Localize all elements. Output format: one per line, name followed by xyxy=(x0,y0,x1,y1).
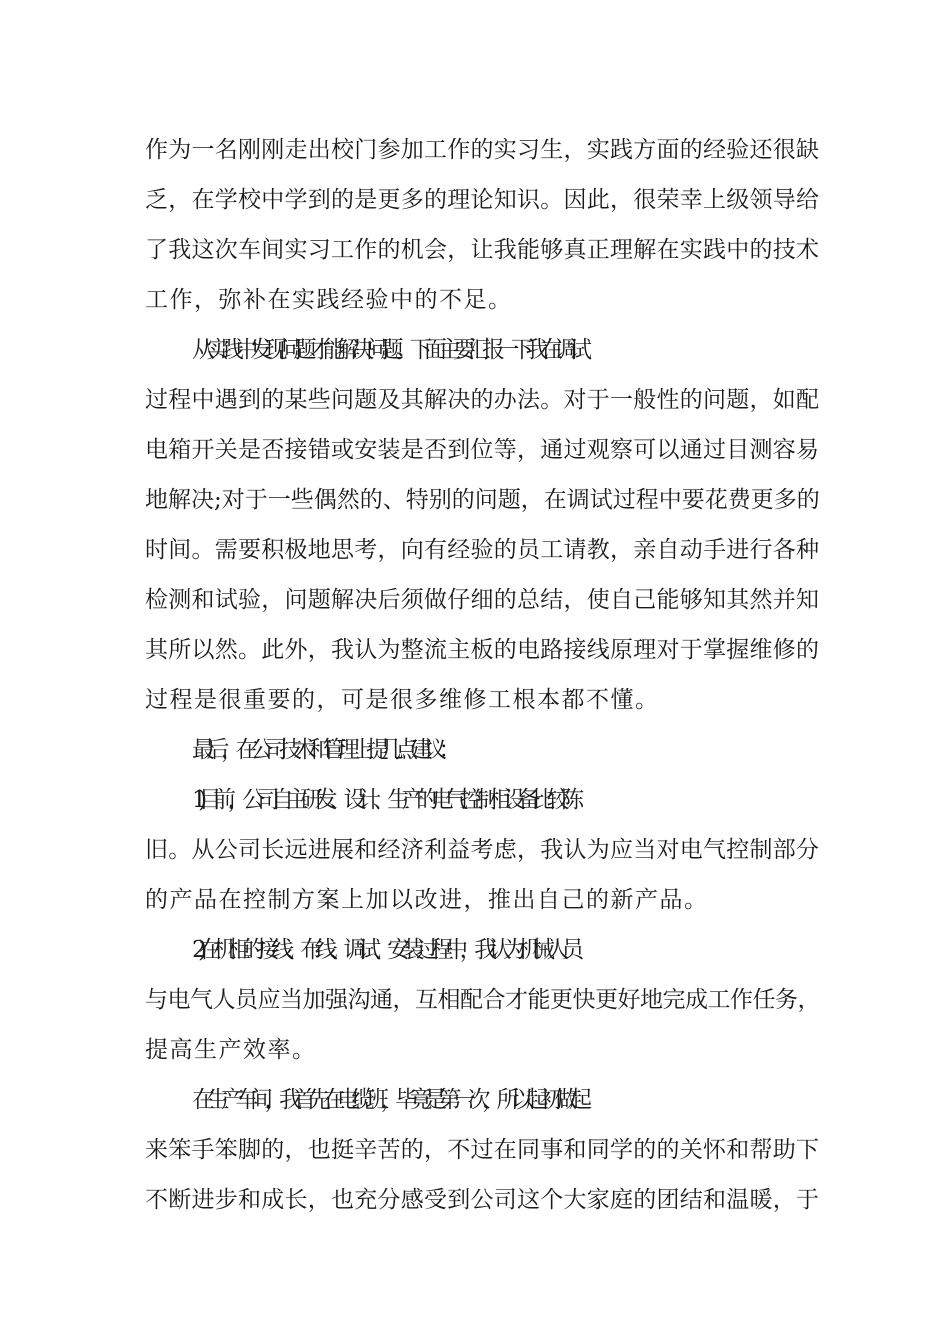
text-line-2: 乏，在学校中学到的是更多的理论知识。因此，很荣幸上级领导给 xyxy=(145,187,820,213)
text-line-21: 来笨手笨脚的，也挺辛苦的，不过在同事和同学的的关怀和帮助下 xyxy=(145,1137,820,1163)
text-line-3: 了我这次车间实习工作的机会，让我能够真正理解在实践中的技术 xyxy=(145,237,820,263)
text-line-13: 最后，在公司技术和管理上提几点建议： xyxy=(192,737,453,763)
text-line-19: 提高生产效率。 xyxy=(145,1037,317,1063)
text-line-18: 与电气人员应当加强沟通，互相配合才能更快更好地完成工作任务， xyxy=(145,987,820,1013)
text-line-6: 过程中遇到的某些问题及其解决的办法。对于一般性的问题，如配 xyxy=(145,387,820,413)
text-line-12: 过程是很重要的，可是很多维修工根本都不懂。 xyxy=(145,687,660,713)
text-line-4: 工作，弥补在实践经验中的不足。 xyxy=(145,287,513,313)
text-line-1: 作为一名刚刚走出校门参加工作的实习生，实践方面的经验还很缺 xyxy=(145,137,820,163)
text-line-8: 地解决;对于一些偶然的、特别的问题，在调试过程中要花费更多的 xyxy=(145,487,820,513)
text-line-15: 旧。从公司长远进展和经济利益考虑，我认为应当对电气控制部分 xyxy=(145,837,820,863)
text-line-17: 2)在机柜的接线、布线、调试、安装过程中，我认为机械人员 xyxy=(192,937,576,963)
text-line-14: 1)目前，公司自主研发、设计、生产的电气控制柜设备比较陈 xyxy=(192,787,576,813)
text-line-22: 不断进步和成长，也充分感受到公司这个大家庭的团结和温暖，于 xyxy=(145,1187,820,1213)
text-line-5: 从实践中发现问题才能解决问题。下面主要汇报一下我在调试 xyxy=(192,337,584,363)
text-line-7: 电箱开关是否接错或安装是否到位等，通过观察可以通过目测容易 xyxy=(145,437,820,463)
text-line-16: 的产品在控制方案上加以改进，推出自己的新产品。 xyxy=(145,887,709,913)
text-line-9: 时间。需要积极地思考，向有经验的员工请教，亲自动手进行各种 xyxy=(145,537,820,563)
text-line-10: 检测和试验，问题解决后须做仔细的总结，使自己能够知其然并知 xyxy=(145,587,820,613)
text-line-20: 在生产车间，我首先在电缆班，毕竟是第一次，所以起初做起 xyxy=(192,1087,584,1113)
text-line-11: 其所以然。此外，我认为整流主板的电路接线原理对于掌握维修的 xyxy=(145,637,820,663)
